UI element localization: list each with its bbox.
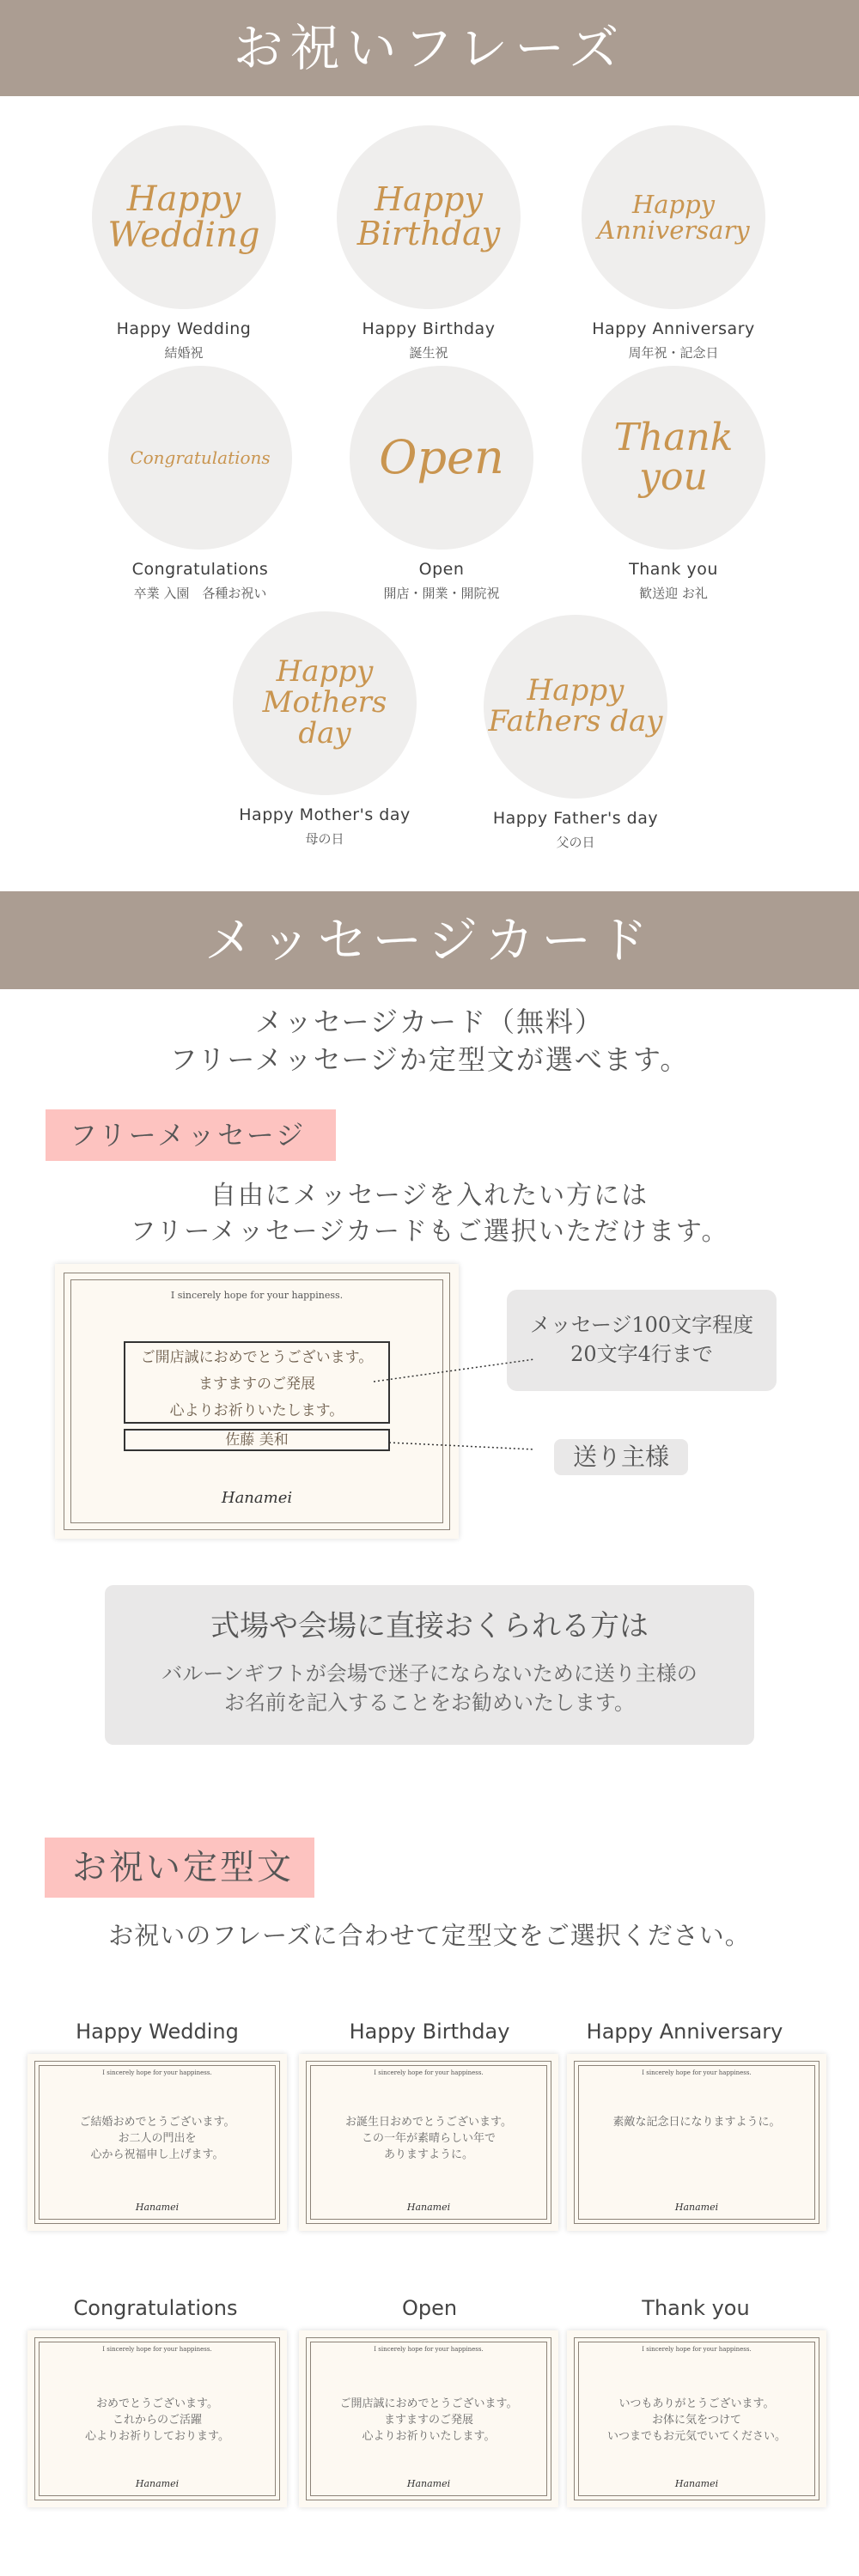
card-message: [567, 2114, 826, 2130]
card-message-line: いつまでもお元気でいてください。: [606, 2430, 786, 2443]
script-line: Open: [379, 429, 504, 484]
card-signature: Hanamei: [674, 2202, 719, 2213]
phrase-title: Happy Father's day: [492, 809, 659, 828]
message-limit-note: [507, 1290, 777, 1391]
venue-notice-body: [105, 1659, 754, 1717]
script-line: Fathers day: [488, 704, 663, 738]
phrase-open: [330, 366, 553, 602]
phrase-happy-anniversary: [562, 125, 785, 361]
phrase-title: Happy Wedding: [116, 319, 252, 338]
fixed-card-birthday[interactable]: [299, 2054, 558, 2231]
script-line: Congratulations: [130, 447, 271, 468]
script-line: Happy: [126, 179, 241, 219]
phrase-thank-you: [562, 366, 785, 602]
phrase-title: Congratulations: [131, 560, 269, 579]
card-message-line: ご結婚おめでとうございます。: [79, 2116, 235, 2129]
fixed-card-anniversary[interactable]: [567, 2054, 826, 2231]
phrase-script-art: [484, 615, 667, 799]
card-header: I sincerely hope for your happiness.: [642, 2346, 752, 2353]
phrase-title: Happy Birthday: [362, 319, 496, 338]
card-message-line: ますますのご発展: [383, 2414, 473, 2427]
phrase-happy-wedding: [72, 125, 295, 361]
card-message-line: ご開店誠におめでとうございます。: [339, 2397, 518, 2410]
venue-notice-heading: 式場や会場に直接おくられる方は: [210, 1609, 649, 1643]
script-line: Happy: [375, 180, 483, 219]
sample-title: Congratulations: [73, 2296, 238, 2320]
phrases-section-title: お祝いフレーズ: [233, 19, 626, 77]
phrase-title: Happy Anniversary: [592, 319, 755, 338]
card-message-line: これからのご活躍: [112, 2414, 202, 2427]
script-line: Mothers day: [262, 685, 387, 750]
note-line: メッセージ100文字程度: [529, 1313, 754, 1337]
phrase-subtitle: 誕生祝: [409, 345, 448, 361]
note-line: 20文字4行まで: [570, 1342, 713, 1366]
fixed-card-thank-you[interactable]: [567, 2330, 826, 2507]
sample-title: Open: [401, 2296, 458, 2320]
card-message-line: ますますのご発展: [198, 1376, 315, 1393]
free-message-label: フリーメッセージ: [46, 1109, 336, 1161]
card-message: [27, 2114, 287, 2163]
script-line: Wedding: [107, 216, 260, 255]
phrase-script-art: [92, 125, 276, 309]
card-message-line: ありますように。: [383, 2148, 473, 2161]
script-line: Happy: [631, 189, 716, 219]
card-signature: Hanamei: [406, 2202, 451, 2213]
card-header: I sincerely hope for your happiness.: [642, 2069, 752, 2076]
description-line: フリーメッセージカードもご選択いただけます。: [130, 1217, 729, 1247]
sample-title: Happy Birthday: [349, 2020, 510, 2044]
phrases-section-banner: [0, 0, 859, 96]
card-header: I sincerely hope for your happiness.: [170, 1290, 344, 1301]
card-message-line: 心よりお祈りしております。: [85, 2430, 229, 2443]
script-line: Birthday: [356, 215, 501, 252]
phrase-subtitle: 歓送迎 お礼: [639, 586, 708, 601]
sample-title: Happy Wedding: [76, 2020, 239, 2044]
fixed-card-wedding[interactable]: [27, 2054, 287, 2231]
phrase-subtitle: 結婚祝: [164, 345, 204, 361]
card-signature: Hanamei: [135, 2202, 180, 2213]
card-message: [567, 2396, 826, 2445]
phrase-subtitle: 母の日: [305, 831, 344, 847]
description-line: 自由にメッセージを入れたい方には: [210, 1181, 649, 1211]
card-message-line: お二人の門出を: [118, 2132, 197, 2145]
script-line: Happy: [527, 673, 624, 708]
fixed-phrases-description: お祝いのフレーズに合わせて定型文をご選択ください。: [108, 1921, 751, 1950]
phrase-script-art: [108, 366, 292, 550]
phrase-happy-fathers-day: [464, 615, 687, 851]
sample-title: Happy Anniversary: [586, 2020, 783, 2044]
sample-title: Thank you: [642, 2296, 750, 2320]
intro-line: フリーメッセージか定型文が選べます。: [169, 1043, 690, 1076]
venue-notice-box: [105, 1585, 754, 1745]
card-signature: Hanamei: [406, 2478, 451, 2489]
card-message-line: 素敵な記念日になりますように。: [612, 2116, 781, 2129]
message-card-section-title: メッセージカード: [204, 911, 655, 969]
card-header: I sincerely hope for your happiness.: [374, 2346, 484, 2353]
phrase-subtitle: 開店・開業・開院祝: [383, 586, 500, 601]
phrase-congratulations: [88, 366, 312, 602]
fixed-card-congratulations[interactable]: [27, 2330, 287, 2507]
free-message-card-sample: [55, 1264, 459, 1539]
script-line: you: [639, 455, 708, 499]
phrase-script-art: [350, 366, 533, 550]
phrase-title: Happy Mother's day: [239, 805, 411, 824]
free-message-description: [0, 1178, 859, 1250]
card-signature: Hanamei: [135, 2478, 180, 2489]
card-message: [299, 2114, 558, 2163]
phrase-script-art: [582, 125, 765, 309]
script-line: Thank: [613, 415, 734, 459]
card-signature: Hanamei: [221, 1489, 293, 1507]
sender-note: 送り主様: [554, 1439, 688, 1475]
notice-line: お名前を記入することをお勧めいたします。: [223, 1691, 636, 1715]
phrase-subtitle: 周年祝・記念日: [628, 345, 719, 361]
card-message-line: ご開店誠におめでとうございます。: [140, 1349, 374, 1366]
card-message-line: 心よりお祈りいたします。: [362, 2430, 496, 2443]
card-header: I sincerely hope for your happiness.: [374, 2069, 484, 2076]
card-header: I sincerely hope for your happiness.: [102, 2069, 212, 2076]
message-card-intro: [0, 1003, 859, 1078]
fixed-card-open[interactable]: [299, 2330, 558, 2507]
script-line: Anniversary: [597, 216, 750, 245]
phrase-script-art: [582, 366, 765, 550]
script-line: Happy: [276, 654, 374, 690]
card-message: [55, 1345, 459, 1425]
phrase-subtitle: 卒業 入園 各種お祝い: [133, 586, 267, 601]
card-message: [27, 2396, 287, 2445]
phrase-subtitle: 父の日: [556, 835, 595, 850]
phrase-happy-mothers-day: [213, 611, 436, 848]
card-message-line: おめでとうございます。: [96, 2397, 218, 2410]
card-header: I sincerely hope for your happiness.: [102, 2346, 212, 2353]
card-sender: 佐藤 美和: [225, 1431, 289, 1449]
message-card-section-banner: [0, 891, 859, 989]
notice-line: バルーンギフトが会場で迷子にならないために送り主様の: [161, 1662, 698, 1686]
phrase-happy-birthday: [317, 125, 540, 361]
card-message-line: 心よりお祈りいたします。: [169, 1402, 344, 1419]
card-message-line: お体に気をつけて: [651, 2414, 741, 2427]
card-message-line: この一年が素晴らしい年で: [361, 2132, 496, 2145]
intro-line: メッセージカード（無料）: [254, 1005, 605, 1038]
card-message: [299, 2396, 558, 2445]
fixed-phrases-label: お祝い定型文: [45, 1838, 314, 1898]
phrase-title: Thank you: [629, 560, 718, 579]
card-message-line: いつもありがとうございます。: [618, 2397, 775, 2410]
card-signature: Hanamei: [674, 2478, 719, 2489]
phrase-script-art: [233, 611, 417, 795]
phrase-script-art: [337, 125, 521, 309]
card-message-line: お誕生日おめでとうございます。: [345, 2116, 512, 2129]
card-message-line: 心から祝福申し上げます。: [90, 2148, 224, 2161]
phrase-title: Open: [418, 560, 465, 579]
